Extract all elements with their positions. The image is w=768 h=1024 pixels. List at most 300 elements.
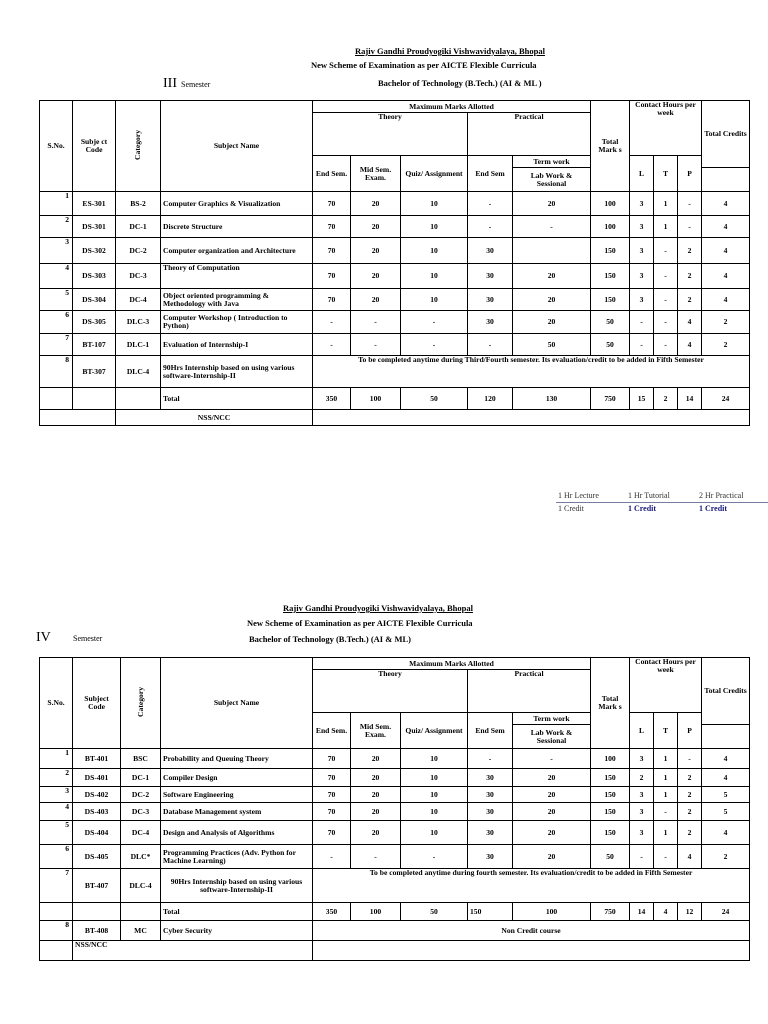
- total-lab-work: 100: [513, 903, 591, 921]
- row-total: 150: [591, 264, 630, 289]
- sem3-head-credits: Total Credits: [702, 101, 750, 168]
- total-t: 4: [654, 903, 678, 921]
- sem3-scheme: New Scheme of Examination as per AICTE Flexible Curricula: [311, 60, 537, 70]
- row-lab-work: 20: [513, 192, 591, 216]
- row-subject: Cyber Security: [161, 921, 313, 941]
- row-total: 150: [591, 238, 630, 264]
- sem3-head-category: [116, 101, 161, 192]
- sem4-head-quiz: Quiz/ Assignment: [401, 713, 468, 749]
- row-end-sem: 70: [313, 769, 351, 787]
- row-code: DS-302: [73, 238, 116, 264]
- row-total: 50: [591, 311, 630, 334]
- row-credits: 4: [702, 238, 750, 264]
- sem3-semester-label: [163, 74, 210, 92]
- row-credits: 4: [702, 749, 750, 769]
- row-subject: Theory of Computation: [161, 264, 313, 289]
- row-quiz: -: [401, 334, 468, 356]
- row-sno: 5: [40, 821, 73, 845]
- row-subject: 90Hrs Internship based on using various software-Internship-II: [161, 869, 313, 903]
- legend-credit-3-text: 1 Credit: [699, 504, 728, 513]
- row-subject: Computer Workshop ( Introduction to Python): [161, 311, 313, 334]
- total-credits: 24: [702, 903, 750, 921]
- sem4-head-theory: Theory: [313, 670, 468, 713]
- row-end-sem: 70: [313, 192, 351, 216]
- row-credits: 2: [702, 845, 750, 869]
- total-mid-sem: 100: [351, 388, 401, 410]
- row-category: DC-4: [121, 821, 161, 845]
- row-quiz: 10: [401, 264, 468, 289]
- row-category: DLC-4: [121, 869, 161, 903]
- sem3-head-t: T: [654, 156, 678, 192]
- row-credits: 4: [702, 769, 750, 787]
- row-code: DS-403: [73, 803, 121, 821]
- row-subject: Computer organization and Architecture: [161, 238, 313, 264]
- row-sno: 3: [40, 787, 73, 803]
- row-p: -: [678, 216, 702, 238]
- sem4-head-lab-work: Lab Work & Sessional: [513, 725, 591, 749]
- row-p-end-sem: 30: [468, 311, 513, 334]
- row-l: 3: [630, 192, 654, 216]
- row-subject: Computer Graphics & Visualization: [161, 192, 313, 216]
- total-lab-work: 130: [513, 388, 591, 410]
- row-end-sem: 70: [313, 821, 351, 845]
- table-row: [40, 289, 750, 311]
- row-l: 3: [630, 749, 654, 769]
- row-mid-sem: -: [351, 311, 401, 334]
- row-t: 1: [654, 192, 678, 216]
- row-category: BSC: [121, 749, 161, 769]
- sem4-head-practical: Practical: [468, 670, 591, 713]
- table-row: [40, 216, 750, 238]
- row-subject: Probability and Queuing Theory: [161, 749, 313, 769]
- row-code: ES-301: [73, 192, 116, 216]
- row-code: DS-405: [73, 845, 121, 869]
- sem4-university: Rajiv Gandhi Proudyogiki Vishwavidyalaya, Bhopal: [283, 603, 473, 613]
- sem4-programme: Bachelor of Technology (B.Tech.) (AI & ML): [249, 634, 411, 644]
- row-code: DS-304: [73, 289, 116, 311]
- sem3-head-theory: Theory: [313, 113, 468, 156]
- sem4-head-max-marks: Maximum Marks Allotted: [313, 658, 591, 670]
- row-category: DC-1: [121, 769, 161, 787]
- row-p: 2: [678, 238, 702, 264]
- row-category: DLC-4: [116, 356, 161, 388]
- row-code: BT-408: [73, 921, 121, 941]
- row-t: -: [654, 845, 678, 869]
- row-end-sem: 70: [313, 264, 351, 289]
- sem3-head-end-sem: End Sem.: [313, 156, 351, 192]
- row-code: BT-107: [73, 334, 116, 356]
- sem4-head-p-end-sem: End Sem: [468, 713, 513, 749]
- row-lab-work: 20: [513, 803, 591, 821]
- row-total: 150: [591, 803, 630, 821]
- row-sno: 1: [40, 749, 73, 769]
- row-total: 100: [591, 749, 630, 769]
- row-lab-work: 20: [513, 264, 591, 289]
- sem3-head-term-work: Term work: [513, 156, 591, 168]
- row-p-end-sem: 30: [468, 787, 513, 803]
- row-mid-sem: 20: [351, 803, 401, 821]
- row-subject: Evaluation of Internship-I: [161, 334, 313, 356]
- legend-credit-2-text: 1 Credit: [628, 504, 657, 513]
- nss-blank-right: [313, 410, 750, 426]
- row-lab-work: 50: [513, 334, 591, 356]
- sem4-head-credits: Total Credits: [702, 658, 750, 725]
- row-t: -: [654, 311, 678, 334]
- row-sno: 4: [40, 803, 73, 821]
- row-credits: 4: [702, 821, 750, 845]
- sem3-head-code: Subje ct Code: [73, 101, 116, 192]
- row-t: -: [654, 803, 678, 821]
- row-sno: 4: [40, 264, 73, 289]
- row-subject: Design and Analysis of Algorithms: [161, 821, 313, 845]
- sem4-head-l: L: [630, 713, 654, 749]
- row-l: 3: [630, 289, 654, 311]
- row-t: -: [654, 264, 678, 289]
- nss-blank: [40, 410, 116, 426]
- table-row: [40, 311, 750, 334]
- row-end-sem: 70: [313, 289, 351, 311]
- row-category: MC: [121, 921, 161, 941]
- row-l: 3: [630, 238, 654, 264]
- row-total: 150: [591, 821, 630, 845]
- row-p: 2: [678, 803, 702, 821]
- row-p: 2: [678, 289, 702, 311]
- row-t: -: [654, 238, 678, 264]
- sem3-head-credits-blank: [702, 168, 750, 192]
- sem3-head-practical: Practical: [468, 113, 591, 156]
- sem4-head-category: [121, 658, 161, 749]
- total-t: 2: [654, 388, 678, 410]
- row-total: 100: [591, 192, 630, 216]
- row-t: 1: [654, 787, 678, 803]
- legend-credit-3: [699, 504, 727, 513]
- row-quiz: 10: [401, 216, 468, 238]
- row-quiz: 10: [401, 289, 468, 311]
- row-end-sem: 70: [313, 803, 351, 821]
- sem3-scheme-table: [39, 100, 750, 426]
- sem3-head-max-marks: Maximum Marks Allotted: [313, 101, 591, 113]
- row-subject: Software Engineering: [161, 787, 313, 803]
- row-sno: 8: [40, 921, 73, 941]
- row-p-end-sem: -: [468, 216, 513, 238]
- row-lab-work: 20: [513, 821, 591, 845]
- total-l: 14: [630, 903, 654, 921]
- nss-row: [40, 410, 750, 426]
- row-code: DS-301: [73, 216, 116, 238]
- sem4-head-t: T: [654, 713, 678, 749]
- row-credits: 2: [702, 334, 750, 356]
- total-row: [40, 903, 750, 921]
- row-quiz: 10: [401, 803, 468, 821]
- legend-practical: 2 Hr Practical: [699, 491, 744, 500]
- row-mid-sem: 20: [351, 264, 401, 289]
- row-p-end-sem: -: [468, 334, 513, 356]
- row-end-sem: -: [313, 311, 351, 334]
- non-credit-note: Non Credit course: [313, 921, 750, 941]
- row-code: BT-407: [73, 869, 121, 903]
- internship-row: [40, 869, 750, 903]
- row-p-end-sem: 30: [468, 238, 513, 264]
- nss-blank: [40, 941, 73, 961]
- total-blank-2: [73, 388, 116, 410]
- row-l: 3: [630, 821, 654, 845]
- table-row: [40, 803, 750, 821]
- row-mid-sem: -: [351, 334, 401, 356]
- row-lab-work: 20: [513, 845, 591, 869]
- row-p-end-sem: 30: [468, 803, 513, 821]
- legend-divider: [556, 502, 768, 503]
- row-subject: Programming Practices (Adv. Python for Machine Learning): [161, 845, 313, 869]
- row-code: DS-401: [73, 769, 121, 787]
- row-mid-sem: 20: [351, 821, 401, 845]
- row-category: DC-3: [116, 264, 161, 289]
- total-blank-1: [40, 388, 73, 410]
- sem4-scheme-table: [39, 657, 750, 961]
- row-t: 1: [654, 216, 678, 238]
- total-label: Total: [161, 903, 313, 921]
- row-l: -: [630, 334, 654, 356]
- row-p: 2: [678, 787, 702, 803]
- row-code: DS-402: [73, 787, 121, 803]
- row-total: 50: [591, 845, 630, 869]
- row-lab-work: 20: [513, 769, 591, 787]
- row-category: DC-2: [121, 787, 161, 803]
- row-mid-sem: 20: [351, 787, 401, 803]
- row-quiz: 10: [401, 238, 468, 264]
- sem4-head-total-marks: Total Mark s: [591, 658, 630, 749]
- sem3-head-category-text: Category: [133, 130, 143, 160]
- row-end-sem: 70: [313, 787, 351, 803]
- sem4-head-end-sem: End Sem.: [313, 713, 351, 749]
- table-row: [40, 264, 750, 289]
- total-row: [40, 388, 750, 410]
- sem4-head-mid-sem: Mid Sem. Exam.: [351, 713, 401, 749]
- row-credits: 5: [702, 787, 750, 803]
- row-quiz: 10: [401, 787, 468, 803]
- row-mid-sem: -: [351, 845, 401, 869]
- row-p-end-sem: 30: [468, 769, 513, 787]
- table-row: [40, 845, 750, 869]
- row-p-end-sem: -: [468, 192, 513, 216]
- row-p: 2: [678, 821, 702, 845]
- row-p-end-sem: 30: [468, 289, 513, 311]
- internship-note: To be completed anytime during Third/Fourth semester. Its evaluation/credit to be added in Fifth Semester: [313, 356, 750, 388]
- total-p-end-sem: 150: [468, 903, 513, 921]
- row-end-sem: -: [313, 334, 351, 356]
- row-sno: 3: [40, 238, 73, 264]
- row-category: DC-2: [116, 238, 161, 264]
- row-quiz: 10: [401, 192, 468, 216]
- row-p-end-sem: 30: [468, 845, 513, 869]
- row-category: DLC-3: [116, 311, 161, 334]
- sem4-word: Semester: [73, 634, 103, 643]
- total-quiz: 50: [401, 388, 468, 410]
- row-subject: Compiler Design: [161, 769, 313, 787]
- row-sno: 2: [40, 769, 73, 787]
- row-quiz: 10: [401, 769, 468, 787]
- row-t: -: [654, 289, 678, 311]
- row-sno: 1: [40, 192, 73, 216]
- row-mid-sem: 20: [351, 216, 401, 238]
- table-row: [40, 821, 750, 845]
- row-p: 4: [678, 311, 702, 334]
- sem3-number: III: [163, 76, 177, 91]
- sem3-head-p-end-sem: End Sem: [468, 156, 513, 192]
- row-sno: 8: [40, 356, 73, 388]
- total-p: 12: [678, 903, 702, 921]
- total-credits: 24: [702, 388, 750, 410]
- row-subject: Database Management system: [161, 803, 313, 821]
- row-l: 2: [630, 769, 654, 787]
- nss-row: [40, 941, 750, 961]
- row-quiz: 10: [401, 749, 468, 769]
- sem4-head-p: P: [678, 713, 702, 749]
- row-credits: 4: [702, 289, 750, 311]
- cyber-row: [40, 921, 750, 941]
- row-lab-work: 20: [513, 787, 591, 803]
- row-p: 4: [678, 845, 702, 869]
- row-lab-work: -: [513, 749, 591, 769]
- row-code: DS-303: [73, 264, 116, 289]
- table-row: [40, 769, 750, 787]
- sem4-number: IV: [36, 630, 51, 645]
- sem3-head-lab-work: Lab Work & Sessional: [513, 168, 591, 192]
- table-row: [40, 749, 750, 769]
- row-sno: 7: [40, 869, 73, 903]
- row-t: 1: [654, 769, 678, 787]
- sem4-head-contact: Contact Hours per week: [630, 658, 702, 713]
- row-sno: 6: [40, 311, 73, 334]
- row-total: 150: [591, 787, 630, 803]
- total-blank-3: [121, 903, 161, 921]
- legend-lecture: 1 Hr Lecture: [558, 491, 599, 500]
- row-p-end-sem: -: [468, 749, 513, 769]
- table-row: [40, 787, 750, 803]
- total-marks: 750: [591, 903, 630, 921]
- sem3-university: Rajiv Gandhi Proudyogiki Vishwavidyalaya, Bhopal: [355, 46, 545, 56]
- row-category: DLC-1: [116, 334, 161, 356]
- row-mid-sem: 20: [351, 238, 401, 264]
- row-total: 150: [591, 769, 630, 787]
- row-t: 1: [654, 749, 678, 769]
- row-quiz: -: [401, 845, 468, 869]
- sem3-head-l: L: [630, 156, 654, 192]
- sem4-head-code: Subject Code: [73, 658, 121, 749]
- total-mid-sem: 100: [351, 903, 401, 921]
- row-subject: 90Hrs Internship based on using various software-Internship-II: [161, 356, 313, 388]
- row-code: BT-307: [73, 356, 116, 388]
- row-category: DC-4: [116, 289, 161, 311]
- sem4-head-sno: S.No.: [40, 658, 73, 749]
- row-lab-work: 20: [513, 289, 591, 311]
- row-l: 3: [630, 264, 654, 289]
- row-mid-sem: 20: [351, 192, 401, 216]
- row-sno: 5: [40, 289, 73, 311]
- row-code: BT-401: [73, 749, 121, 769]
- row-category: DC-1: [116, 216, 161, 238]
- sem3-head-contact: Contact Hours per week: [630, 101, 702, 156]
- row-category: DLC*: [121, 845, 161, 869]
- row-lab-work: 20: [513, 311, 591, 334]
- row-p: -: [678, 749, 702, 769]
- nss-label: NSS/NCC: [73, 941, 313, 961]
- total-end-sem: 350: [313, 903, 351, 921]
- row-mid-sem: 20: [351, 749, 401, 769]
- row-code: DS-305: [73, 311, 116, 334]
- sem4-head-credits-blank: [702, 725, 750, 749]
- table-row: [40, 238, 750, 264]
- sem4-scheme: New Scheme of Examination as per AICTE Flexible Curricula: [247, 618, 473, 628]
- row-end-sem: 70: [313, 238, 351, 264]
- table-row: [40, 192, 750, 216]
- legend-credit-1: 1 Credit: [558, 504, 584, 513]
- sem3-word: Semester: [181, 80, 211, 89]
- row-l: 3: [630, 803, 654, 821]
- total-p-end-sem: 120: [468, 388, 513, 410]
- total-label: Total: [161, 388, 313, 410]
- row-l: -: [630, 845, 654, 869]
- sem3-head-quiz: Quiz/ Assignment: [401, 156, 468, 192]
- row-l: 3: [630, 787, 654, 803]
- row-code: DS-404: [73, 821, 121, 845]
- sem3-head-mid-sem: Mid Sem. Exam.: [351, 156, 401, 192]
- row-end-sem: 70: [313, 749, 351, 769]
- row-p: 2: [678, 769, 702, 787]
- internship-row: [40, 356, 750, 388]
- row-credits: 4: [702, 192, 750, 216]
- row-total: 100: [591, 216, 630, 238]
- row-quiz: -: [401, 311, 468, 334]
- row-lab-work: [513, 238, 591, 264]
- total-end-sem: 350: [313, 388, 351, 410]
- row-credits: 2: [702, 311, 750, 334]
- row-t: 1: [654, 821, 678, 845]
- row-subject: Object oriented programming & Methodology with Java: [161, 289, 313, 311]
- row-t: -: [654, 334, 678, 356]
- total-marks: 750: [591, 388, 630, 410]
- row-quiz: 10: [401, 821, 468, 845]
- total-blank-3: [116, 388, 161, 410]
- internship-note: To be completed anytime during fourth semester. Its evaluation/credit to be added in Fifth Semester: [313, 869, 750, 903]
- legend-credit-2: [628, 504, 656, 513]
- sem3-head-name: Subject Name: [161, 101, 313, 192]
- row-p: -: [678, 192, 702, 216]
- row-sno: 2: [40, 216, 73, 238]
- row-category: DC-3: [121, 803, 161, 821]
- row-credits: 4: [702, 216, 750, 238]
- row-end-sem: 70: [313, 216, 351, 238]
- row-l: -: [630, 311, 654, 334]
- row-end-sem: -: [313, 845, 351, 869]
- total-quiz: 50: [401, 903, 468, 921]
- row-credits: 4: [702, 264, 750, 289]
- row-category: BS-2: [116, 192, 161, 216]
- row-p-end-sem: 30: [468, 264, 513, 289]
- nss-label: NSS/NCC: [116, 410, 313, 426]
- sem3-head-total-marks: Total Mark s: [591, 101, 630, 192]
- row-credits: 5: [702, 803, 750, 821]
- row-lab-work: -: [513, 216, 591, 238]
- row-mid-sem: 20: [351, 289, 401, 311]
- row-subject: Discrete Structure: [161, 216, 313, 238]
- row-p: 2: [678, 264, 702, 289]
- nss-blank-right: [313, 941, 750, 961]
- total-blank-2: [73, 903, 121, 921]
- row-sno: 6: [40, 845, 73, 869]
- sem3-programme: Bachelor of Technology (B.Tech.) (AI & ML ): [378, 78, 542, 88]
- total-blank-1: [40, 903, 73, 921]
- row-total: 50: [591, 334, 630, 356]
